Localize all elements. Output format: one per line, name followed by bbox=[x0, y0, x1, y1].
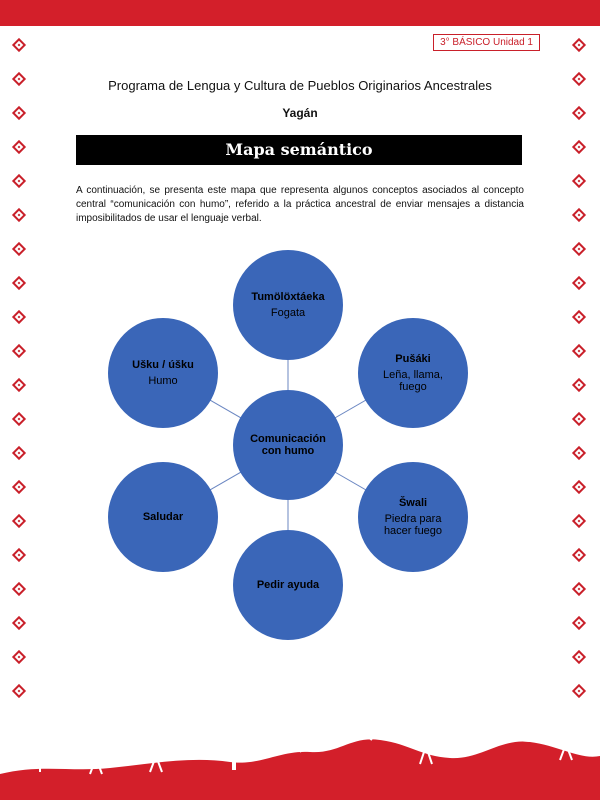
center-label: Comunicación con humo bbox=[250, 433, 326, 457]
footer-landscape bbox=[0, 712, 600, 800]
map-node-fogata bbox=[233, 250, 343, 360]
node-name: Ušku / úšku bbox=[132, 359, 194, 371]
node-name: Pedir ayuda bbox=[256, 579, 320, 591]
map-node-pedir-ayuda bbox=[233, 530, 343, 640]
map-node-swali bbox=[358, 462, 468, 572]
node-name: Tumölöxtáeka bbox=[251, 291, 325, 303]
node-name: Šwali bbox=[398, 497, 428, 509]
intro-paragraph: A continuación, se presenta este mapa que representa algunos conceptos asociados al concepto central “comunicación con humo”, referido a la práctica ancestral de enviar mensajes a distancia imposibilitados de usar el lenguaje verbal. bbox=[76, 185, 524, 224]
program-title: Programa de Lengua y Cultura de Pueblos Originarios Ancestrales bbox=[108, 78, 492, 93]
map-center-node bbox=[233, 390, 343, 500]
node-desc: Piedra para hacer fuego bbox=[383, 513, 443, 537]
people-title: Yagán bbox=[282, 106, 318, 120]
section-banner: Mapa semántico bbox=[76, 135, 522, 165]
node-desc: Leña, llama, fuego bbox=[383, 369, 443, 393]
map-node-usku bbox=[108, 318, 218, 428]
node-desc: Humo bbox=[148, 375, 178, 387]
grade-unit-badge: 3° BÁSICO Unidad 1 bbox=[433, 34, 540, 51]
map-node-saludar bbox=[108, 462, 218, 572]
map-node-pusaki bbox=[358, 318, 468, 428]
node-name: Saludar bbox=[142, 511, 184, 523]
node-name: Pušáki bbox=[395, 353, 431, 365]
node-desc: Fogata bbox=[270, 307, 306, 319]
